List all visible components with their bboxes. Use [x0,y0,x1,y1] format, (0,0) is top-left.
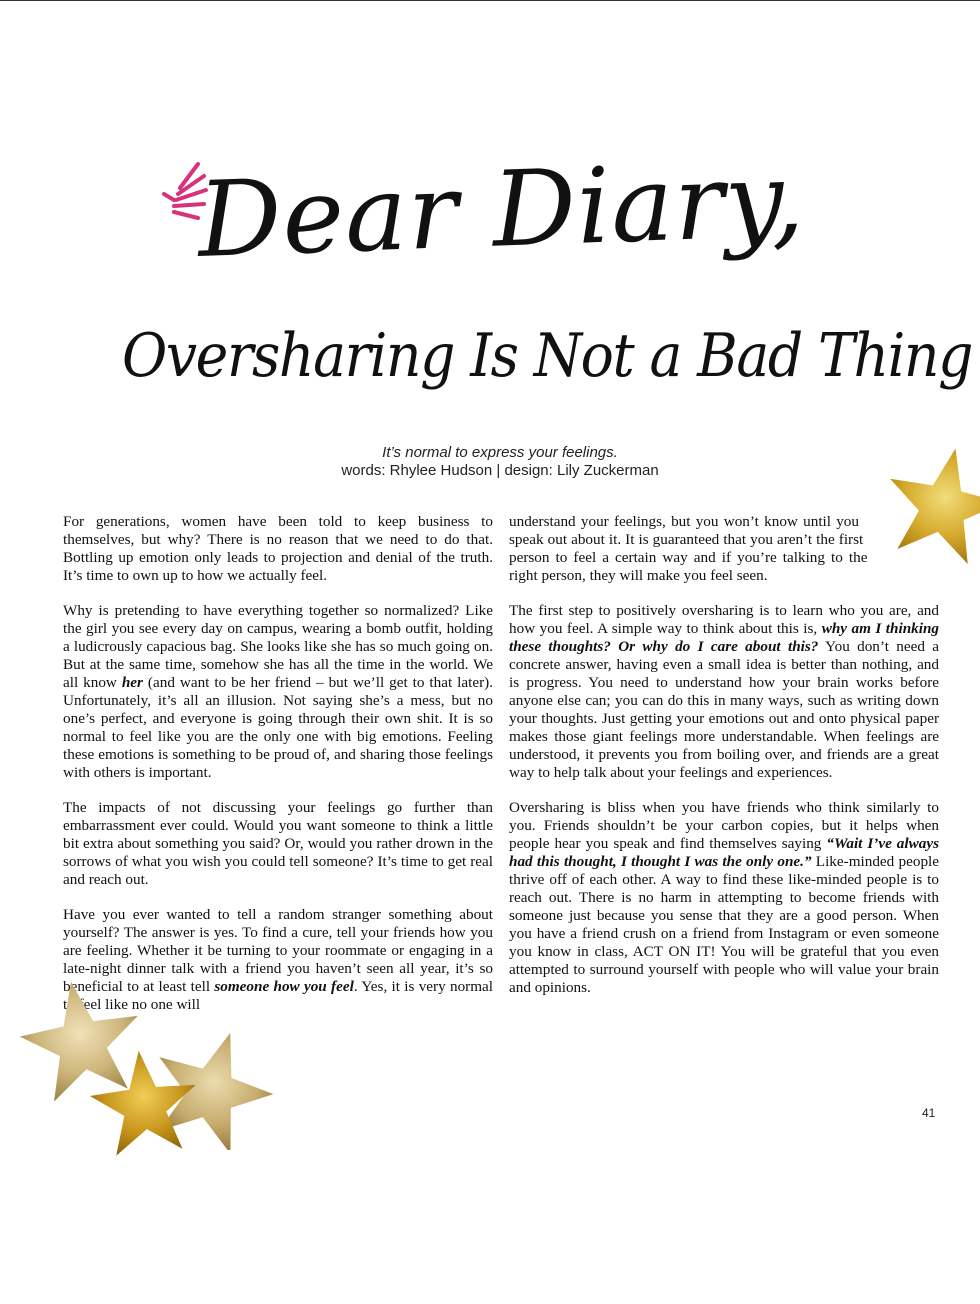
left-p2-text-a: Why is pretending to have everything together so normalized? Like the girl you see every day on campus, wearing a bomb outfit, holding a ludicrously capacious bag. She looks like she has so much going on. But at the same time, somehow she has all the time in the world. We all know [63,602,493,691]
left-column [63,513,493,1304]
dek: It’s normal to express your feelings. [382,444,618,461]
left-p4-text-a: Have you ever wanted to tell a random stranger something about yourself? The answer is yes. To find a cure, tell your friends how you are feeling. Whether it be turning to your roommate or engaging in a late-night dinner talk with a friend you haven’t seen all year, it’s so beneficial to at least tell [63,906,493,995]
page-number: 41 [922,1106,936,1120]
left-paragraph-1: For generations, women have been told to keep business to themselves, but why? There is no reason that we need to do that. Bottling up emotion only leads to projection and denial of the truth. It’s time to own up to how we actually feel. [63,513,493,584]
left-p4-text-b: . Yes, it is very normal to feel like no one will [63,978,493,1013]
headline-line-2: Oversharing Is Not a Bad Thing [122,321,973,391]
left-p2-text-b: (and want to be her friend – but we’ll get to that later). Unfortunately, it’s all an illusion. Not saying she’s a mess, but no one’s perfect, and everyone is going through their own shit. It is so normal to feel like you are the only one with big emotions. Feeling these emotions is something to be proud of, and sharing those feelings with others is important. [63,674,493,781]
right-paragraph-1: understand your feelings, but you won’t know until you speak out about it. It is guaranteed that you aren’t the first person to feel a certain way and if you’re talking to the right person, they will make you feel seen. [509,513,868,584]
right-p2-text-a: The first step to positively oversharing is to learn who you are, and how you feel. A simple way to think about this is, [509,602,939,637]
glitter-star-icon [88,1046,200,1157]
right-paragraph-2 [509,602,939,782]
right-p2-emphasis: why am I thinking these thoughts? Or why do I care about this? [509,620,939,655]
right-paragraph-3 [509,799,939,997]
byline: words: Rhylee Hudson | design: Lily Zuckerman [341,462,659,479]
right-p3-text-b: Like-minded people thrive off of each other. A way to find these like-minded people is to reach out. There is no harm in attempting to become friends with someone just because you sense that they are a good person. When you have a friend crush on a friend from Instagram or even someone you know in class, ACT ON IT! You will be grateful that you even attempted to surround yourself with people who will value your brain and opinions. [509,853,939,996]
headline-line-1: Dear Diary, [195,137,807,281]
top-rule [0,0,980,1]
left-paragraph-3: The impacts of not discussing your feelings go further than embarrassment ever could. Would you want someone to think a little bit extra about something you said? Or, would you rather drown in the sorrows of what you wish you could tell someone? It’s time to get real and reach out. [63,799,493,888]
right-p3-emphasis: “Wait I’ve always had this thought, I thought I was the only one.” [509,835,939,870]
left-p4-emphasis: someone how you feel [214,978,354,995]
left-paragraph-2 [63,602,493,782]
right-p3-text-a: Oversharing is bliss when you have friends who think similarly to you. Friends shouldn’t be your carbon copies, but it helps when people hear you speak and find themselves saying [509,799,939,852]
subtitle-block [0,444,980,480]
glitter-star-icon [884,440,980,565]
left-p2-emphasis: her [121,674,143,691]
right-p2-text-b: You don’t need a concrete answer, having even a small idea is better than nothing, and is progress. You need to understand how your brain works before anyone else can; you can do this in many ways, such as writing down your thoughts. Just getting your emotions out and onto physical paper makes those giant feelings more understandable. When feelings are understood, it prevents you from boiling over, and friends are a great way to help talk about your feelings and experiences. [509,638,939,781]
right-column [509,513,939,1014]
